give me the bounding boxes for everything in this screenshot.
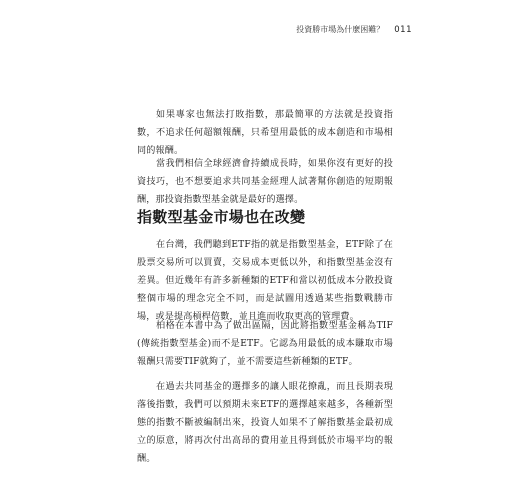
section-heading: 指數型基金市場也在改變	[137, 208, 306, 226]
running-title: 投資勝市場為什麼困難？	[296, 25, 385, 34]
paragraph: 在過去共同基金的選擇多的讓人眼花撩亂，而且長期表現落後指數，我們可以預期未來ETF的選擇越來越多，各種新型態的指數不斷被編制出來，投資人如果不了解指數基金最初成立的原意，將再次付出高昂的費用並且得到低於市場平均的報酬。	[137, 382, 393, 464]
page-number: 011	[394, 25, 412, 35]
paragraph: 當我們相信全球經濟會持續成長時，如果你沒有更好的投資技巧，也不想要追求共同基金經理人試著幫你創造的短期報酬，那投資指數型基金就是最好的選擇。	[137, 159, 393, 205]
intro-paragraph-1-block	[137, 106, 393, 160]
section-paragraph-3-block	[137, 378, 393, 468]
paragraph: 柏格在本書中為了做出區隔，因此將指數型基金稱為TIF(傳統指數型基金)而不是ETF。它認為用最低的成本賺取市場報酬只需要TIF就夠了，並不需要這些新種類的ETF。	[137, 321, 393, 367]
section-paragraph-1-block	[137, 236, 393, 326]
running-header	[296, 24, 412, 35]
intro-paragraph-2-block	[137, 155, 393, 209]
paragraph: 在台灣，我們聽到ETF指的就是指數型基金，ETF除了在股票交易所可以買賣，交易成本更低以外，和指數型基金沒有差異。但近幾年有許多新種類的ETF和當以初低成本分散投資整個市場的理念完全不同，而是試圖用透過某些指數戰勝市場，或是提高槓桿倍數，並且進而收取更高的管理費。	[137, 240, 393, 322]
paragraph: 如果專家也無法打敗指數，那最簡單的方法就是投資指數，不追求任何超額報酬，只希望用最低的成本創造和市場相同的報酬。	[137, 110, 393, 156]
section-paragraph-2-block	[137, 317, 393, 371]
